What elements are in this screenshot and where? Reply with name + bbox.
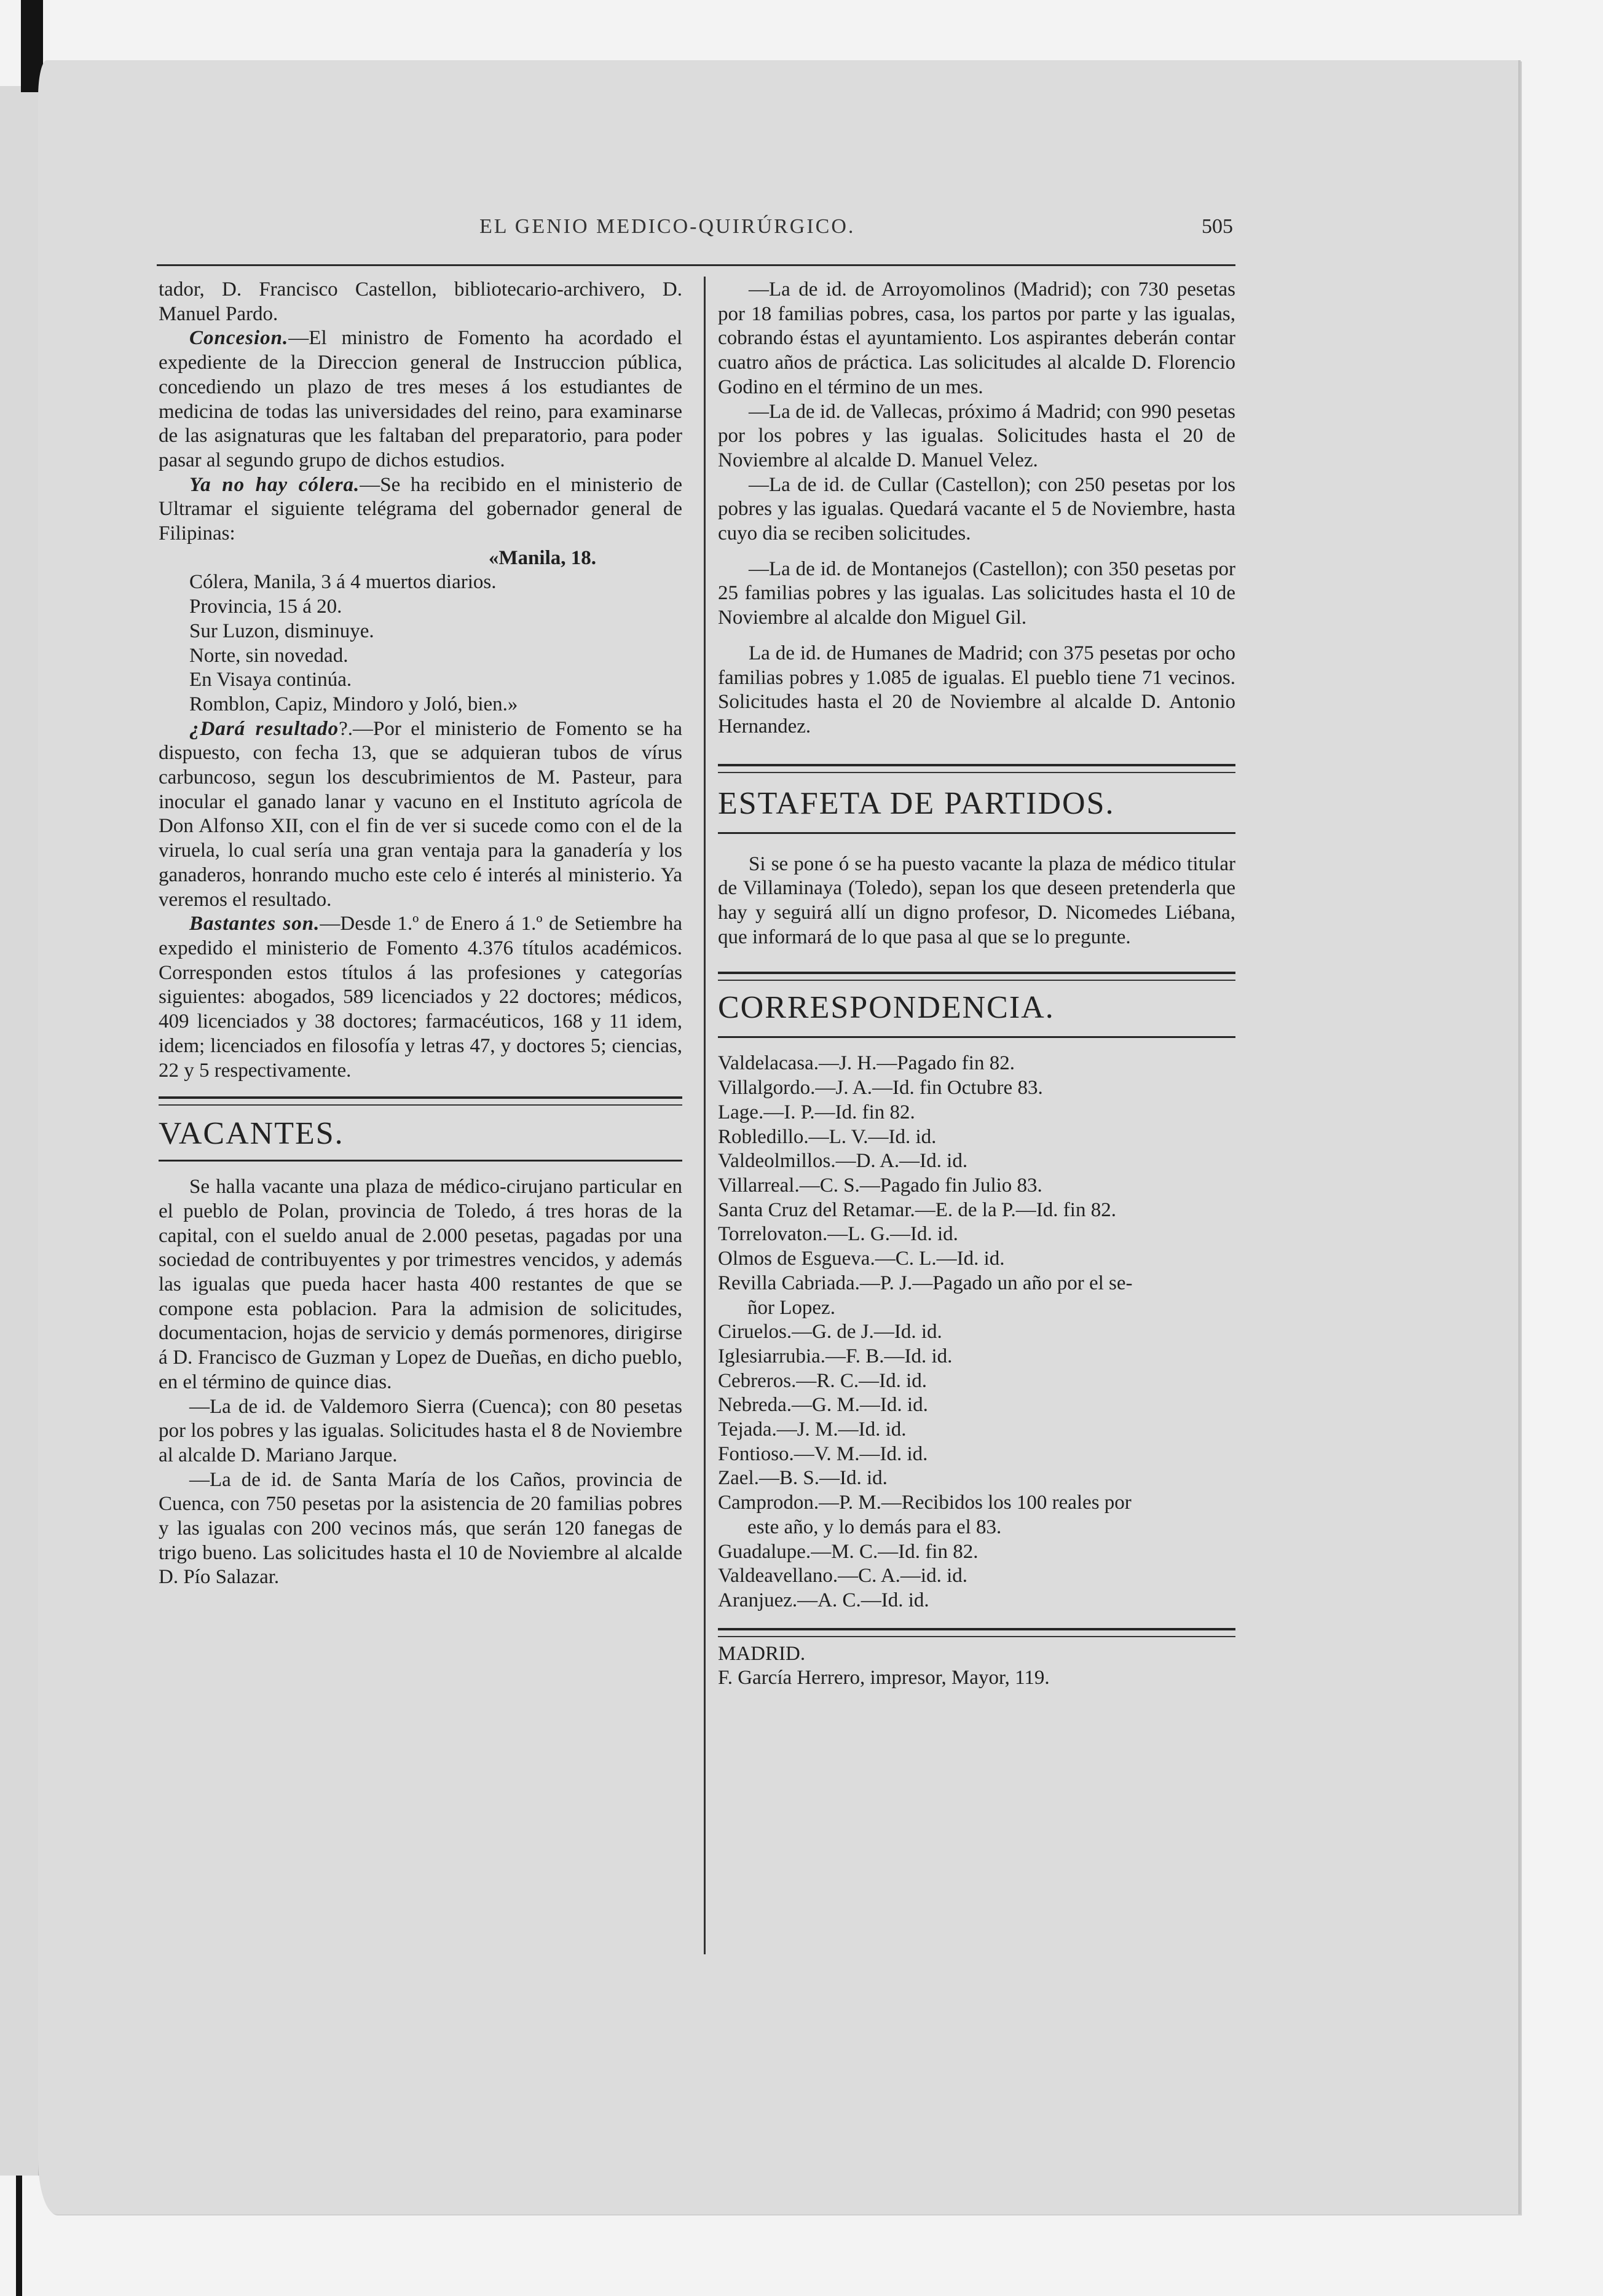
telegram-line: Norte, sin novedad. [189,644,349,667]
vacantes-title: VACANTES. [159,1116,344,1152]
estafeta-title: ESTAFETA DE PARTIDOS. [718,785,1115,821]
telegram-line: Cólera, Manila, 3 á 4 muertos diarios. [189,571,497,594]
correspondencia-entry-text: Olmos de Esgueva.—C. L.—Id. id. [718,1248,1005,1270]
concesion-title: Concesion. [189,327,289,350]
correspondencia-entry [718,1198,1235,1223]
correspondencia-entry [718,1174,1235,1198]
section-rule [718,972,1235,981]
vacante-paragraph: —La de id. de Arroyomolinos (Madrid); con 730 pesetas por 18 familias pobres, casa, los partos por parte y las igualas, cobrando éstas el ayuntamiento. Los aspirantes deberán contar cuatro años de práctica. Las solicitudes al alcalde D. Florencio Godino en el término de un mes. [718,278,1235,398]
correspondencia-entry-text: Lage.—I. P.—Id. fin 82. [718,1101,915,1123]
intro-paragraph: tador, D. Francisco Castellon, bibliotecario-archivero, D. Manuel Pardo. [159,278,682,325]
resultado-paragraph [159,717,682,913]
resultado-body: ?.—Por el ministerio de Fomento se ha dispuesto, con fecha 13, que se adquieran tubos de vírus carbuncoso, segun los descubrimientos de M. Pasteur, para inocular el ganado lanar y vacuno en el Instituto agrícola de Don Alfonso XII, con el fin de ver si sucede como con el de la viruela, lo cual sería una gran ventaja para la ganadería y los ganaderos, honrando mucho este celo é interés al ministerio. Ya veremos el resultado. [159,717,683,911]
correspondencia-entry [718,1442,1235,1467]
correspondencia-entry [718,1247,1235,1272]
book-spine-bottom [16,2176,22,2296]
correspondencia-entry-text: Santa Cruz del Retamar.—E. de la P.—Id. fin 82. [718,1198,1116,1221]
section-rule [159,1096,682,1106]
vacante-paragraph: —La de id. de Cullar (Castellon); con 250 pesetas por los pobres y las igualas. Quedará vacante el 5 de Noviembre, hasta cuyo dia se reciben solicitudes. [718,473,1235,545]
correspondencia-entry [718,1589,1235,1613]
colera-body: —Se ha recibido en el ministerio de Ultramar el siguiente telégrama del gobernador general de Filipinas: [159,473,682,545]
concesion-paragraph [159,326,682,473]
correspondencia-entry [718,1393,1235,1418]
bastantes-body: —Desde 1.º de Enero á 1.º de Setiembre ha expedido el ministerio de Fomento 4.376 títulos académicos. Corresponden estos títulos á las profesiones y categorías siguientes: abogados, 589 licenciados y 22 doctores; médicos, 409 licenciados y 38 doctores; farmacéuticos, 168 y 11 idem, idem; licenciados en filosofía y letras 47, y doctores 5; ciencias, 22 y 5 respectivamente. [159,913,682,1082]
colera-paragraph [159,473,682,546]
correspondencia-entry-continuation: ñor Lopez. [747,1296,835,1319]
section-rule [718,764,1235,773]
correspondencia-entry-text: Revilla Cabriada.—P. J.—Pagado un año por el se- [718,1272,1133,1294]
correspondencia-entry-text: Ciruelos.—G. de J.—Id. id. [718,1321,942,1343]
correspondencia-entry-text: Valdelacasa.—J. H.—Pagado fin 82. [718,1052,1015,1075]
correspondencia-entry [718,1369,1235,1394]
running-title: EL GENIO MEDICO-QUIRÚRGICO. [479,215,856,238]
correspondencia-entry-text: Valdeolmillos.—D. A.—Id. id. [718,1150,968,1173]
correspondencia-entry [718,1149,1235,1174]
correspondencia-entry-text: Torrelovaton.—L. G.—Id. id. [718,1223,958,1246]
vacante-paragraph: —La de id. de Vallecas, próximo á Madrid; con 990 pesetas por los pobres y las igualas. Solicitudes hasta el 20 de Noviembre al alcalde D. Manuel Velez. [718,400,1235,471]
imprint-rule [718,1628,1235,1637]
correspondencia-entry-text: Guadalupe.—M. C.—Id. fin 82. [718,1540,979,1563]
correspondencia-entry [718,1272,1235,1320]
correspondencia-entry [718,1125,1235,1150]
telegram-heading: «Manila, 18. [488,546,596,569]
correspondencia-entry [718,1345,1235,1369]
correspondencia-entry-text: Fontioso.—V. M.—Id. id. [718,1442,928,1465]
facing-page-edge [0,86,39,2176]
correspondencia-entry-text: Camprodon.—P. M.—Recibidos los 100 reales por [718,1492,1132,1514]
correspondencia-entry [718,1076,1235,1101]
correspondencia-entry [718,1052,1235,1076]
telegram-line: Sur Luzon, disminuye. [189,619,374,642]
concesion-body: —El ministro de Fomento ha acordado el expediente de la Direccion general de Instruccion pública, concediendo un plazo de tres meses á los estudiantes de medicina de todas las universidades del reino, para examinarse de las asignaturas que les faltaban del preparatorio, para poder pasar al segundo grupo de dichos estudios. [159,327,682,471]
telegram-line: En Visaya continúa. [189,669,352,691]
colera-title: Ya no hay cólera. [189,473,360,496]
imprint-printer: F. García Herrero, impresor, Mayor, 119. [718,1667,1050,1689]
correspondencia-entry [718,1564,1235,1589]
imprint-city: MADRID. [718,1642,806,1665]
correspondencia-entry-continuation: este año, y lo demás para el 83. [747,1516,1002,1538]
vacante-paragraph: —La de id. de Santa María de los Caños, provincia de Cuenca, con 750 pesetas por la asistencia de 20 familias pobres y las igualas con 200 vecinos más, que serán 120 fanegas de trigo bueno. Las solicitudes hasta el 10 de Noviembre al alcalde D. Pío Salazar. [159,1468,682,1589]
bastantes-paragraph [159,912,682,1083]
column-rule [704,277,706,1954]
vacante-paragraph: —La de id. de Valdemoro Sierra (Cuenca); con 80 pesetas por los pobres y las igualas. Solicitudes hasta el 8 de Noviembre al alcalde D. Mariano Jarque. [159,1395,682,1466]
resultado-title: ¿Dará resultado [189,717,339,740]
correspondencia-entry [718,1320,1235,1345]
vacante-paragraph: —La de id. de Montanejos (Castellon); con 350 pesetas por 25 familias pobres y las igualas. Las solicitudes hasta el 10 de Noviembre al alcalde don Miguel Gil. [718,557,1235,629]
correspondencia-entry [718,1222,1235,1247]
telegram-line: Romblon, Capiz, Mindoro y Joló, bien.» [189,693,518,715]
correspondencia-entry-text: Zael.—B. S.—Id. id. [718,1467,888,1490]
estafeta-paragraph: Si se pone ó se ha puesto vacante la plaza de médico titular de Villaminaya (Toledo), sepan los que deseen pretenderla que hay y seguirá allí un digno profesor, D. Nicomedes Liébana, que informará de lo que pasa al que se lo pregunte. [718,852,1235,948]
correspondencia-title: CORRESPONDENCIA. [718,990,1055,1026]
correspondencia-entry [718,1540,1235,1565]
vacante-paragraph: Se halla vacante una plaza de médico-cirujano particular en el pueblo de Polan, provincia de Toledo, á tres horas de la capital, con el sueldo anual de 2.000 pesetas, pagadas por una sociedad de contribuyentes y por trimestres vencidos, y además las igualas que pueda hacer hasta 400 restantes de que se compone esta poblacion. Para la admision de solicitudes, documentacion, hojas de servicio y demás pormenores, dirigirse á D. Francisco de Guzman y Lopez de Dueñas, en dicho pueblo, en el término de quince dias. [159,1176,682,1393]
correspondencia-entry-text: Iglesiarrubia.—F. B.—Id. id. [718,1345,953,1367]
correspondencia-entry-text: Valdeavellano.—C. A.—id. id. [718,1565,968,1587]
correspondencia-entry-text: Aranjuez.—A. C.—Id. id. [718,1589,929,1611]
right-column [718,278,1235,1691]
header-rule [157,264,1235,266]
correspondencia-entry-text: Tejada.—J. M.—Id. id. [718,1418,907,1441]
correspondencia-entry-text: Villarreal.—C. S.—Pagado fin Julio 83. [718,1174,1042,1197]
correspondencia-entry [718,1466,1235,1491]
page-number: 505 [1202,215,1233,238]
telegram-line: Provincia, 15 á 20. [189,596,342,618]
bastantes-title: Bastantes son. [189,913,320,935]
correspondencia-entry-text: Villalgordo.—J. A.—Id. fin Octubre 83. [718,1077,1043,1099]
correspondencia-entry-text: Robledillo.—L. V.—Id. id. [718,1125,937,1148]
correspondencia-entry [718,1101,1235,1125]
vacante-paragraph: La de id. de Humanes de Madrid; con 375 pesetas por ocho familias pobres y 1.085 de igualas. El pueblo tiene 71 vecinos. Solicitudes hasta el 20 de Noviembre al alcalde D. Antonio Hernandez. [718,642,1235,737]
correspondencia-entry-text: Nebreda.—G. M.—Id. id. [718,1394,928,1417]
left-column [159,278,682,1590]
correspondencia-entry [718,1418,1235,1442]
correspondencia-entry-text: Cebreros.—R. C.—Id. id. [718,1369,928,1392]
correspondencia-list [718,1052,1235,1613]
correspondencia-entry [718,1491,1235,1539]
